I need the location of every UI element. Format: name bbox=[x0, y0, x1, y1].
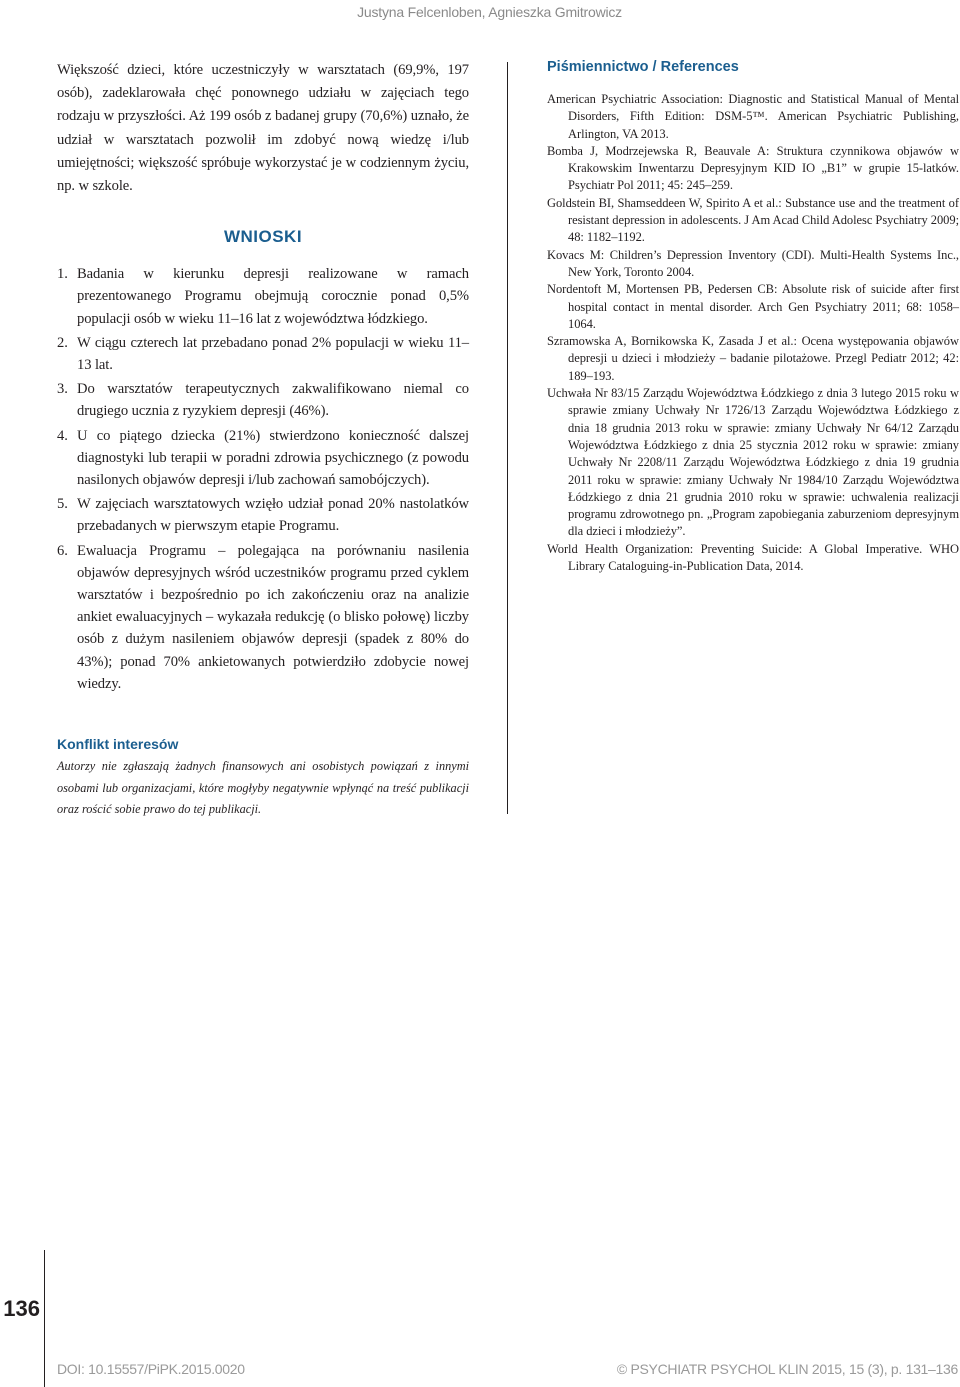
conclusion-text: U co piątego dziecka (21%) stwierdzono konieczność dalszej diagnostyki lub terapii w poradni zdrowia psychicznego (z powodu nasilonych objawów depresji i/lub zachowań samobójczych). bbox=[77, 427, 469, 489]
conclusion-number: 3. bbox=[57, 381, 68, 398]
conclusions-list bbox=[57, 263, 469, 695]
reference-item: Szramowska A, Bornikowska K, Zasada J et al.: Ocena występowania objawów depresji u dzieci i młodzieży – badanie pilotażowe. Przegl Pediatr 2012; 42: 189–193. bbox=[547, 334, 959, 383]
page-number-rule bbox=[44, 1250, 45, 1387]
conclusion-number: 5. bbox=[57, 496, 68, 513]
conclusion-text: W ciągu czterech lat przebadano ponad 2% populacji w wieku 11–13 lat. bbox=[77, 334, 469, 374]
conclusion-number: 1. bbox=[57, 266, 68, 283]
conclusion-item bbox=[57, 378, 469, 422]
reference-item: Kovacs M: Children’s Depression Inventory (CDI). Multi-Health Systems Inc., New York, Toronto 2004. bbox=[547, 247, 959, 279]
running-header-authors: Justyna Felcenloben, Agnieszka Gmitrowicz bbox=[357, 4, 622, 20]
conclusion-text: Ewaluacja Programu – polegająca na porównaniu nasilenia objawów depresyjnych wśród uczestników programu przed cyklem warsztatów i bezpośrednio po ich zakończeniu oraz na analizie ankiet ewaluacyjnych – wykazała redukcję (o blisko połowę) liczby osób z dużym nasileniem objawów depresji (spadek z 80% do 43%); ponad 70% ankietowanych potwierdziło zdobycie nowej wiedzy. bbox=[77, 542, 469, 692]
reference-item: American Psychiatric Association: Diagnostic and Statistical Manual of Mental Disorders, Fifth Edition: DSM-5™. American Psychiatric Publishing, Arlington, VA 2013. bbox=[547, 92, 959, 141]
conclusion-item bbox=[57, 263, 469, 330]
conflict-heading: Konflikt interesów bbox=[57, 736, 179, 752]
intro-paragraph: Większość dzieci, które uczestniczyły w warsztatach (69,9%, 197 osób), zadeklarowała chęć ponownego udziału w zajęciach tego rodzaju w przyszłości. Aż 199 osób z badanej grupy (70,6%) uznało, że udział w warsztatach pozwolił im zdobyć nową wiedzę i/lub umiejętności; większość spróbuje wykorzystać je w codziennym życiu, np. w szkole. bbox=[57, 62, 469, 195]
footer-doi: DOI: 10.15557/PiPK.2015.0020 bbox=[57, 1361, 245, 1377]
reference-item: Bomba J, Modrzejewska R, Beauvale A: Struktura czynnikowa objawów w Krakowskim Inwentarzu Depresyjnym KID IO „B1” w grupie 15-latków. Psychiatr Pol 2011; 45: 245–259. bbox=[547, 143, 959, 193]
conclusions-heading: WNIOSKI bbox=[223, 227, 303, 247]
footer-journal-citation: © PSYCHIATR PSYCHOL KLIN 2015, 15 (3), p. 131–136 bbox=[616, 1361, 958, 1377]
conclusion-number: 4. bbox=[57, 427, 68, 444]
reference-item: Uchwała Nr 83/15 Zarządu Województwa Łódzkiego z dnia 3 lutego 2015 roku w sprawie zmiany Uchwały Nr 1726/13 Zarządu Województwa Łódzkiego z dnia 18 grudnia 2013 roku w sprawie: zmiany Uchwały Nr 64/12 Zarządu Województwa Łódzkiego z dnia 25 stycznia 2012 roku w sprawie: zmiany Uchwały Nr 2208/11 Zarządu Województwa Łódzkiego z dnia 19 grudnia 2011 roku w sprawie: zmiany Uchwały Nr 1984/10 Zarządu Województwa Łódzkiego z dnia 21 grudnia 2010 roku w sprawie: uchwalenia realizacji programu zdrowotnego pn. „Program zapobiegania zaburzeniom depresyjnym dla dzieci i młodzieży”. bbox=[547, 386, 959, 539]
references-list bbox=[547, 91, 959, 575]
reference-item: Nordentoft M, Mortensen PB, Pedersen CB: Absolute risk of suicide after first hospital contact in mental disorder. Arch Gen Psychiatry 2011; 68: 1058–1064. bbox=[547, 282, 959, 331]
references-heading: Piśmiennictwo / References bbox=[547, 59, 739, 75]
column-divider bbox=[507, 62, 508, 814]
conclusion-text: Do warsztatów terapeutycznych zakwalifikowano niemal co drugiego ucznia z ryzykiem depresji (46%). bbox=[77, 381, 469, 420]
conflict-text: Autorzy nie zgłaszają żadnych finansowych ani osobistych powiązań z innymi osobami lub organizacjami, które mogłyby negatywnie wpłynąć na treść publikacji oraz rościć sobie prawo do tej publikacji. bbox=[57, 759, 469, 816]
conclusion-text: W zajęciach warsztatowych wzięło udział ponad 20% nastolatków przebadanych w pierwszym etapie Programu. bbox=[77, 496, 469, 535]
conclusion-item bbox=[57, 425, 469, 492]
reference-item: Goldstein BI, Shamseddeen W, Spirito A et al.: Substance use and the treatment of resistant depression in adolescents. J Am Acad Child Adolesc Psychiatry 2009; 48: 1182–1192. bbox=[547, 195, 959, 245]
conclusion-text: Badania w kierunku depresji realizowane w ramach prezentowanego Programu obejmują corocznie ponad 0,5% populacji osób w wieku 11–16 lat z województwa łódzkiego. bbox=[77, 266, 469, 327]
left-column bbox=[57, 59, 469, 697]
page-number: 136 bbox=[3, 1296, 40, 1321]
right-column bbox=[547, 59, 959, 575]
conclusion-number: 6. bbox=[57, 542, 68, 559]
conclusion-item bbox=[57, 332, 469, 376]
reference-item: World Health Organization: Preventing Suicide: A Global Imperative. WHO Library Cataloguing-in-Publication Data, 2014. bbox=[547, 541, 959, 574]
conclusion-item bbox=[57, 540, 469, 695]
conflict-of-interest-section bbox=[57, 736, 469, 821]
conclusion-number: 2. bbox=[57, 334, 68, 351]
conclusion-item bbox=[57, 493, 469, 537]
